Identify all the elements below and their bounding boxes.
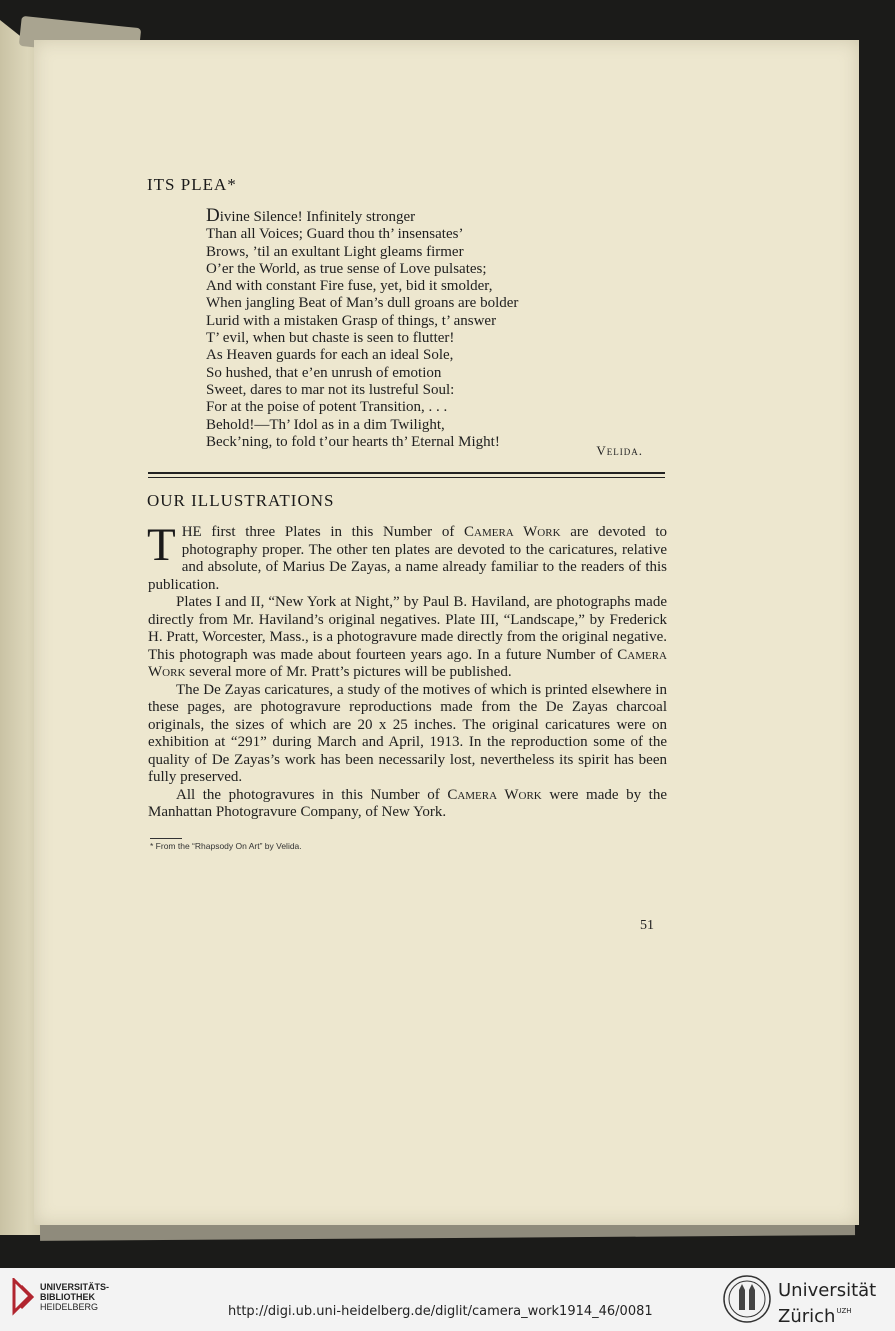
text-run: HE first three Plates in this Number of (181, 524, 465, 540)
text-run: are devoted to photography proper. The other ten plates are devoted to the caricatures, relative and absolute, of Marius De Zayas, a name already familiar to the readers of this publication. (148, 524, 667, 593)
poem-line: Behold!—Th’ Idol as in a dim Twilight, (206, 416, 445, 433)
paragraph (147, 519, 667, 594)
poem-line: Divine Silence! Infinitely stronger (206, 205, 416, 226)
page-number: 51 (640, 918, 654, 933)
poem-line: When jangling Beat of Man’s dull groans are bolder (206, 295, 519, 312)
section-rule-thin (148, 477, 665, 478)
uzh-city: Zürich (778, 1306, 836, 1327)
text-run: were made by the Manhattan Photogravure Company, of New York. (148, 786, 668, 820)
poem-title: ITS PLEA* (147, 175, 237, 194)
illustrations-body (147, 519, 668, 822)
poem-line: Than all Voices; Guard thou th’ insensates’ (206, 226, 464, 243)
poem-line: And with constant Fire fuse, yet, bid it smolder, (206, 278, 493, 295)
poem-line: O’er the World, as true sense of Love pulsates; (206, 260, 487, 277)
library-line: BIBLIOTHEK (40, 1292, 95, 1302)
footnote-rule (150, 838, 182, 839)
paragraph (148, 594, 667, 682)
uzh-name (778, 1280, 876, 1327)
section-rule-thick (148, 472, 665, 474)
heidelberg-library-name (40, 1282, 109, 1312)
footnote: * From the “Rhapsody On Art” by Velida. (150, 841, 302, 851)
poem-line: T’ evil, when but chaste is seen to flutter! (206, 330, 455, 347)
uzh-line: Universität (778, 1280, 877, 1301)
poem-line: Sweet, dares to mar not its lustreful Soul: (206, 381, 455, 398)
poem-line: Brows, ’til an exultant Light gleams firmer (206, 243, 464, 260)
library-line: HEIDELBERG (40, 1302, 99, 1312)
publication-name: Camera Work (148, 646, 667, 680)
illustrations-title: OUR ILLUSTRATIONS (147, 491, 335, 510)
paragraph (148, 787, 667, 822)
library-line: UNIVERSITÄTS- (40, 1282, 110, 1292)
uzh-abbrev: UZH (836, 1307, 852, 1315)
text-run: Plates I and II, “New York at Night,” by Paul B. Haviland, are photographs made directly from Mr. Haviland’s original negatives. Plate III, “Landscape,” by Frederick H. Pratt, Worcester, Mass., is a photogravure made directly from the original negative. This photograph was made about fourteen years ago. In a future Number of (148, 594, 667, 663)
poem-line: For at the poise of potent Transition, . . . (206, 399, 448, 416)
publication-name: Camera Work (464, 524, 561, 540)
text-run: several more of Mr. Pratt’s pictures will be published. (185, 664, 512, 680)
publication-name: Camera Work (447, 786, 542, 803)
uzh-line (778, 1301, 876, 1327)
poem-line: So hushed, that e’en unrush of emotion (206, 364, 442, 381)
poem-line: Lurid with a mistaken Grasp of things, t’ answer (206, 312, 497, 329)
poem-line: As Heaven guards for each an ideal Sole, (206, 347, 454, 364)
source-url-link[interactable]: http://digi.ub.uni-heidelberg.de/diglit/camera_work1914_46/0081 (228, 1304, 653, 1319)
paragraph: The De Zayas caricatures, a study of the motives of which is printed elsewhere in these pages, are photogravure reproductions made from the De Zayas charcoal originals, the sizes of which are 20 x 25 inches. The original caricatures were on exhibition at “291” during March and April, 1913. In the reproduction some of the quality of De Zayas’s work has been necessarily lost, nevertheless its spirit has been fully preserved. (148, 681, 667, 785)
heidelberg-logo-icon (10, 1278, 34, 1316)
poem-line: Beck’ning, to fold t’our hearts th’ Eternal Might! (206, 433, 500, 450)
text-run: All the photogravures in this Number of (176, 786, 448, 803)
poem-signature: Velida. (596, 443, 643, 458)
poem-body (206, 207, 676, 451)
uzh-seal-icon (722, 1274, 772, 1324)
drop-cap: T (147, 519, 176, 571)
footer-bar (0, 1268, 895, 1331)
